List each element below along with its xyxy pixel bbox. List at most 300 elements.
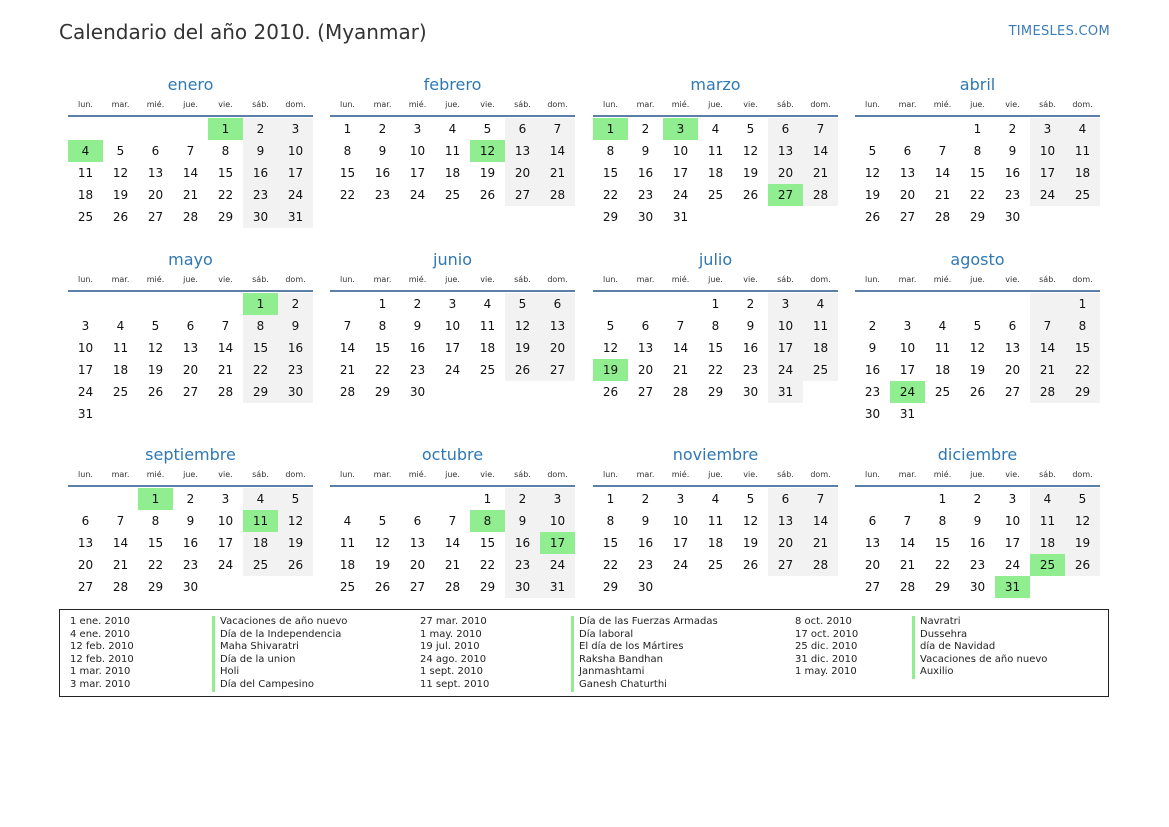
calendar-day: 26 [374,580,391,594]
weekday-label: lun. [603,470,618,479]
calendar-day: 19 [864,188,881,202]
weekday-label: lun. [865,100,880,109]
calendar-day: 18 [77,188,94,202]
weekday-label: mar. [898,275,917,284]
calendar-day: 13 [899,166,916,180]
calendar-day: 26 [864,210,881,224]
calendar-day: 21 [444,558,461,572]
calendar-day: 4 [938,319,947,333]
month-diciembre [855,444,1100,598]
calendar-day: 22 [374,363,391,377]
calendar-day: 30 [969,580,986,594]
calendar-day: 13 [409,536,426,550]
day-grid [68,118,313,228]
weekday-label: vie. [1005,470,1020,479]
calendar-day: 24 [1030,184,1065,206]
calendar-day: 4 [243,488,278,510]
calendar-day: 20 [147,188,164,202]
calendar-day: 12 [147,341,164,355]
holiday-day: 1 [208,118,243,140]
calendar-day: 9 [641,514,650,528]
calendar-day: 12 [112,166,129,180]
calendar-day: 31 [899,407,916,421]
month-divider [855,290,1100,292]
empty-cell [803,206,838,228]
calendar-day: 21 [672,363,689,377]
weekday-header [855,468,1100,482]
calendar-day: 6 [151,144,160,158]
weekday-label: sáb. [252,100,269,109]
empty-cell [1030,576,1065,598]
weekday-label: mié. [146,470,165,479]
empty-cell [68,118,103,140]
calendar-day: 15 [602,536,619,550]
calendar-day: 12 [602,341,619,355]
month-name: julio [698,250,733,269]
calendar-day: 24 [768,359,803,381]
calendar-day: 29 [479,580,496,594]
calendar-day: 11 [707,514,724,528]
calendar-day: 30 [409,385,426,399]
empty-cell [733,206,768,228]
empty-cell [435,488,470,510]
empty-cell [278,576,313,598]
weekday-label: mar. [111,470,130,479]
calendar-day: 16 [182,536,199,550]
calendar-day: 28 [803,554,838,576]
month-name: febrero [423,75,482,94]
empty-cell [890,293,925,315]
calendar-day: 3 [448,297,457,311]
calendar-day: 21 [1030,359,1065,381]
weekday-label: lun. [865,275,880,284]
legend-date: 31 dic. 2010 [795,653,858,665]
weekday-label: jue. [445,470,460,479]
weekday-label: vie. [480,470,495,479]
calendar-day: 7 [186,144,195,158]
calendar-day: 24 [278,184,313,206]
weekday-label: lun. [603,275,618,284]
calendar-day: 9 [641,144,650,158]
holiday-day: 25 [1030,554,1065,576]
calendar-day: 9 [186,514,195,528]
month-name: enero [167,75,214,94]
empty-cell [68,293,103,315]
legend-holiday-name: Día del Campesino [212,679,314,692]
calendar-day: 8 [1065,315,1100,337]
legend-date: 27 mar. 2010 [420,616,487,627]
empty-cell [103,293,138,315]
calendar-day: 9 [746,319,755,333]
empty-cell [733,576,768,598]
month-name: octubre [421,445,484,464]
calendar-day: 8 [606,514,615,528]
legend-holiday-name: Janmashtami [571,666,644,679]
calendar-day: 25 [77,210,94,224]
calendar-day: 20 [77,558,94,572]
legend-date: 1 may. 2010 [795,666,857,678]
calendar-day: 23 [505,554,540,576]
month-name: junio [433,250,472,269]
legend-holiday-name: Día de la union [212,654,295,667]
calendar-day: 27 [505,184,540,206]
calendar-day: 14 [339,341,356,355]
calendar-day: 3 [768,293,803,315]
month-agosto [855,249,1100,425]
calendar-day: 22 [602,188,619,202]
calendar-day: 1 [378,297,387,311]
weekday-label: vie. [1005,100,1020,109]
calendar-day: 17 [77,363,94,377]
calendar-day: 16 [637,536,654,550]
weekday-label: mié. [933,275,952,284]
calendar-day: 17 [1030,162,1065,184]
weekday-label: mar. [636,100,655,109]
empty-cell [855,488,890,510]
empty-cell [208,403,243,425]
weekday-label: vie. [743,100,758,109]
calendar-day: 26 [147,385,164,399]
calendar-day: 14 [217,341,234,355]
calendar-day: 13 [505,140,540,162]
calendar-day: 11 [803,315,838,337]
calendar-day: 5 [116,144,125,158]
weekday-label: dom. [810,470,831,479]
empty-cell [103,403,138,425]
empty-cell [435,381,470,403]
site-link[interactable]: TIMESLES.COM [1008,24,1110,39]
legend-date: 4 ene. 2010 [70,628,130,640]
calendar-day: 9 [413,319,422,333]
calendar-day: 23 [969,558,986,572]
calendar-day: 10 [540,510,575,532]
weekday-label: sáb. [252,275,269,284]
month-mayo [68,249,313,425]
calendar-day: 8 [378,319,387,333]
calendar-day: 8 [243,315,278,337]
calendar-day: 25 [444,188,461,202]
calendar-day: 4 [448,122,457,136]
empty-cell [330,293,365,315]
calendar-day: 6 [868,514,877,528]
calendar-day: 27 [899,210,916,224]
calendar-day: 10 [1004,514,1021,528]
weekday-label: mié. [146,100,165,109]
weekday-label: vie. [218,100,233,109]
legend-holiday-name: El día de los Mártires [571,641,684,654]
calendar-day: 26 [278,554,313,576]
empty-cell [925,403,960,425]
calendar-day: 7 [116,514,125,528]
calendar-day: 14 [182,166,199,180]
legend-date: 1 mar. 2010 [70,666,131,678]
weekday-label: jue. [183,100,198,109]
calendar-day: 11 [339,536,356,550]
empty-cell [208,293,243,315]
calendar-day: 20 [182,363,199,377]
weekday-header [593,468,838,482]
calendar-day: 21 [934,188,951,202]
calendar-day: 5 [483,122,492,136]
legend-date: 12 feb. 2010 [70,641,134,653]
empty-cell [960,293,995,315]
calendar-day: 7 [803,118,838,140]
empty-cell [768,206,803,228]
calendar-day: 21 [899,558,916,572]
calendar-day: 21 [112,558,129,572]
legend-date: 1 sept. 2010 [420,666,483,678]
weekday-label: lun. [865,470,880,479]
calendar-day: 8 [151,514,160,528]
calendar-day: 30 [1004,210,1021,224]
calendar-day: 22 [479,558,496,572]
legend-holiday-name: Maha Shivaratri [212,641,299,654]
month-octubre [330,444,575,598]
calendar-day: 14 [899,536,916,550]
calendar-day: 14 [672,341,689,355]
holiday-day: 11 [243,510,278,532]
calendar-day: 3 [278,118,313,140]
month-name: marzo [690,75,741,94]
calendar-day: 4 [483,297,492,311]
calendar-day: 29 [602,580,619,594]
calendar-day: 20 [540,337,575,359]
calendar-day: 31 [278,206,313,228]
weekday-label: mar. [111,275,130,284]
month-name: abril [959,75,996,94]
calendar-day: 3 [676,492,685,506]
empty-cell [1030,403,1065,425]
weekday-label: jue. [970,275,985,284]
calendar-day: 2 [243,118,278,140]
legend-holiday-name: Auxilio [912,666,954,679]
calendar-day: 5 [746,492,755,506]
calendar-day: 10 [217,514,234,528]
calendar-day: 3 [221,492,230,506]
weekday-label: vie. [218,275,233,284]
calendar-day: 23 [637,558,654,572]
calendar-day: 7 [343,319,352,333]
legend-holiday-name: día de Navidad [912,641,995,654]
calendar-day: 28 [803,184,838,206]
calendar-day: 5 [278,488,313,510]
weekday-label: jue. [708,470,723,479]
weekday-label: lun. [340,100,355,109]
calendar-day: 15 [707,341,724,355]
calendar-day: 13 [1004,341,1021,355]
calendar-day: 21 [803,532,838,554]
weekday-label: mar. [373,100,392,109]
calendar-day: 15 [339,166,356,180]
calendar-day: 9 [378,144,387,158]
calendar-day: 27 [1004,385,1021,399]
calendar-day: 11 [77,166,94,180]
month-divider [593,115,838,117]
weekday-label: vie. [480,275,495,284]
calendar-day: 27 [540,359,575,381]
calendar-day: 22 [1065,359,1100,381]
calendar-day: 4 [1030,488,1065,510]
empty-cell [1065,206,1100,228]
weekday-label: jue. [708,100,723,109]
empty-cell [173,118,208,140]
month-divider [855,485,1100,487]
empty-cell [208,576,243,598]
weekday-label: dom. [547,470,568,479]
calendar-day: 16 [505,532,540,554]
calendar-day: 28 [540,184,575,206]
empty-cell [1065,403,1100,425]
calendar-day: 1 [938,492,947,506]
calendar-day: 19 [112,188,129,202]
calendar-day: 1 [343,122,352,136]
calendar-day: 10 [278,140,313,162]
weekday-label: mié. [933,100,952,109]
calendar-day: 1 [973,122,982,136]
legend-date: 19 jul. 2010 [420,641,480,653]
legend-holiday-name: Día laboral [571,629,633,642]
calendar-day: 13 [147,166,164,180]
weekday-label: dom. [285,100,306,109]
calendar-day: 20 [637,363,654,377]
calendar-day: 16 [278,337,313,359]
calendar-day: 16 [742,341,759,355]
calendar-day: 8 [973,144,982,158]
calendar-day: 22 [934,558,951,572]
calendar-day: 23 [1004,188,1021,202]
calendar-day: 5 [606,319,615,333]
calendar-day: 6 [186,319,195,333]
calendar-day: 19 [742,166,759,180]
weekday-label: jue. [708,275,723,284]
calendar-day: 5 [1065,488,1100,510]
weekday-header [330,273,575,287]
calendar-day: 29 [1065,381,1100,403]
calendar-day: 23 [742,363,759,377]
calendar-day: 28 [444,580,461,594]
calendar-day: 17 [768,337,803,359]
empty-cell [803,381,838,403]
calendar-day: 10 [1030,140,1065,162]
calendar-day: 11 [1065,140,1100,162]
empty-cell [470,381,505,403]
day-grid [330,488,575,598]
empty-cell [278,403,313,425]
calendar-day: 13 [637,341,654,355]
calendar-day: 28 [934,210,951,224]
calendar-day: 7 [803,488,838,510]
calendar-day: 25 [803,359,838,381]
weekday-label: vie. [1005,275,1020,284]
calendar-day: 19 [147,363,164,377]
holiday-legend [59,609,1109,697]
calendar-day: 29 [147,580,164,594]
month-divider [68,290,313,292]
calendar-day: 18 [803,337,838,359]
calendar-day: 2 [641,492,650,506]
calendar-day: 29 [374,385,391,399]
calendar-day: 5 [746,122,755,136]
calendar-day: 22 [602,558,619,572]
holiday-day: 12 [470,140,505,162]
calendar-day: 22 [147,558,164,572]
calendar-day: 7 [938,144,947,158]
empty-cell [890,118,925,140]
calendar-day: 19 [374,558,391,572]
month-divider [593,485,838,487]
calendar-day: 26 [505,359,540,381]
calendar-day: 6 [641,319,650,333]
calendar-day: 23 [243,184,278,206]
empty-cell [330,488,365,510]
month-septiembre [68,444,313,598]
calendar-day: 16 [864,363,881,377]
calendar-day: 11 [707,144,724,158]
calendar-day: 19 [278,532,313,554]
weekday-label: mar. [636,275,655,284]
day-grid [593,118,838,228]
calendar-day: 28 [899,580,916,594]
weekday-label: lun. [78,470,93,479]
empty-cell [628,293,663,315]
empty-cell [960,403,995,425]
calendar-day: 7 [1030,315,1065,337]
calendar-day: 29 [969,210,986,224]
calendar-day: 8 [938,514,947,528]
calendar-day: 3 [81,319,90,333]
calendar-day: 2 [413,297,422,311]
weekday-header [330,468,575,482]
weekday-header [68,468,313,482]
legend-date: 8 oct. 2010 [795,616,852,627]
weekday-header [68,273,313,287]
weekday-label: mié. [933,470,952,479]
calendar-day: 15 [479,536,496,550]
legend-holiday-name: Vacaciones de año nuevo [912,654,1047,667]
weekday-header [593,98,838,112]
weekday-label: mié. [408,275,427,284]
calendar-day: 2 [1008,122,1017,136]
calendar-day: 17 [672,536,689,550]
calendar-day: 26 [969,385,986,399]
weekday-label: mar. [373,470,392,479]
holiday-day: 4 [68,140,103,162]
calendar-day: 28 [182,210,199,224]
calendar-day: 23 [374,188,391,202]
calendar-day: 26 [742,188,759,202]
calendar-day: 29 [707,385,724,399]
calendar-day: 25 [112,385,129,399]
calendar-day: 7 [448,514,457,528]
calendar-day: 6 [768,488,803,510]
calendar-day: 24 [672,558,689,572]
calendar-day: 14 [112,536,129,550]
calendar-day: 2 [186,492,195,506]
calendar-day: 22 [243,359,278,381]
weekday-label: mar. [898,100,917,109]
calendar-day: 12 [864,166,881,180]
empty-cell [995,403,1030,425]
calendar-day: 14 [934,166,951,180]
month-divider [330,115,575,117]
calendar-day: 26 [742,558,759,572]
calendar-day: 17 [672,166,689,180]
legend-holiday-name: Raksha Bandhan [571,654,663,667]
calendar-day: 9 [1008,144,1017,158]
calendar-day: 28 [339,385,356,399]
day-grid [68,293,313,425]
empty-cell [803,576,838,598]
